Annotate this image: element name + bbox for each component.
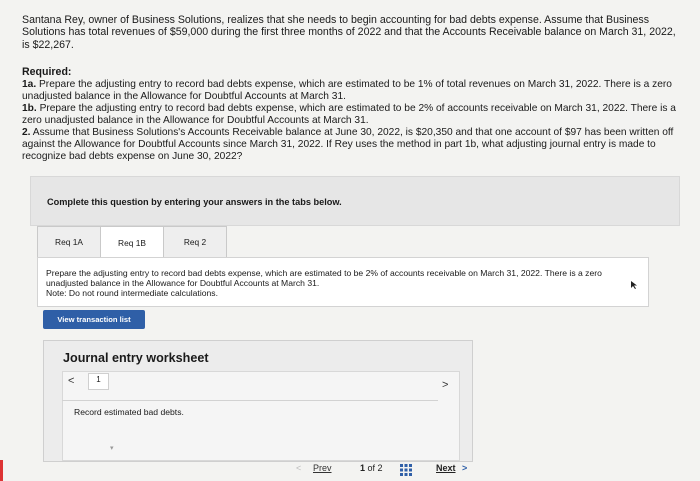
mouse-cursor-icon <box>630 280 638 290</box>
tab-req-1a[interactable]: Req 1A <box>37 226 101 257</box>
required-item-text: Prepare the adjusting entry to record bad debts expense, which are estimated to be 2% of accounts receivable on March 31, 2022. There is a zero unadjusted balance in the Allowance for Doubtful Accounts at March 31. <box>22 103 676 126</box>
required-item-label: 1a. <box>22 79 37 90</box>
worksheet-entry-instruction: Record estimated bad debts. <box>74 407 184 417</box>
chevron-down-icon: ▾ <box>110 445 114 452</box>
grid-icon[interactable] <box>400 464 412 476</box>
chevron-right-icon[interactable]: > <box>462 463 468 473</box>
required-item-1b <box>22 103 682 127</box>
required-list <box>22 79 682 163</box>
question-pager <box>296 463 476 477</box>
required-item-2 <box>22 127 682 163</box>
tab-req-2[interactable]: Req 2 <box>163 226 227 257</box>
page-total: of 2 <box>367 463 383 473</box>
instruction-panel-label: Complete this question by entering your answers in the tabs below. <box>47 197 342 207</box>
worksheet-page-indicator[interactable]: 1 <box>88 373 109 390</box>
required-item-1a <box>22 79 682 103</box>
problem-intro <box>22 14 682 51</box>
tab-content-panel <box>37 257 649 307</box>
required-item-text: Prepare the adjusting entry to record bad debts expense, which are estimated to be 1% of total revenues on March 31, 2022. There is a zero unadjusted balance in the Allowance for Doubtful Accounts at March 31. <box>22 79 672 102</box>
tab-note: Note: Do not round intermediate calculations. <box>46 288 218 298</box>
page-info <box>360 463 383 473</box>
intro-text: Santana Rey, owner of Business Solutions, realizes that she needs to begin accounting for bad debts expense. Assume that Business Solutions has total revenues of $59,000 during the first three months of 2022 and that the Accounts Receivable balance on March 31, 2022, is $22,267. <box>22 14 676 51</box>
chevron-left-icon[interactable]: < <box>68 375 75 387</box>
chevron-right-icon[interactable]: > <box>442 379 449 391</box>
chevron-left-icon[interactable]: < <box>296 463 302 473</box>
required-heading: Required: <box>22 66 72 78</box>
edge-marker <box>0 460 3 481</box>
requirement-tabs <box>37 226 226 258</box>
tab-req-1b[interactable]: Req 1B <box>100 226 164 259</box>
view-transaction-list-button[interactable]: View transaction list <box>43 310 145 329</box>
journal-entry-worksheet <box>43 340 473 462</box>
instruction-panel <box>30 176 680 226</box>
required-item-label: 1b. <box>22 103 37 114</box>
tab-description: Prepare the adjusting entry to record bad debts expense, which are estimated to be 2% of accounts receivable on March 31, 2022. There is a zero unadjusted balance in the Allowance for Doubtful Accounts at March 31. <box>46 268 602 288</box>
required-item-text: Assume that Business Solutions's Accounts Receivable balance at June 30, 2022, is $20,350 and that one account of $97 has been written off against the Allowance for Doubtful Accounts since March 31, 2022. If Rey uses the method in part 1b, what adjusting journal entry is made to recognize bad debts expense on June 30, 2022? <box>22 127 674 162</box>
worksheet-title: Journal entry worksheet <box>63 351 209 365</box>
prev-button[interactable]: Prev <box>313 463 332 473</box>
current-page: 1 <box>360 463 366 473</box>
next-button[interactable]: Next <box>436 463 456 473</box>
required-item-label: 2. <box>22 127 31 138</box>
divider <box>62 400 438 401</box>
